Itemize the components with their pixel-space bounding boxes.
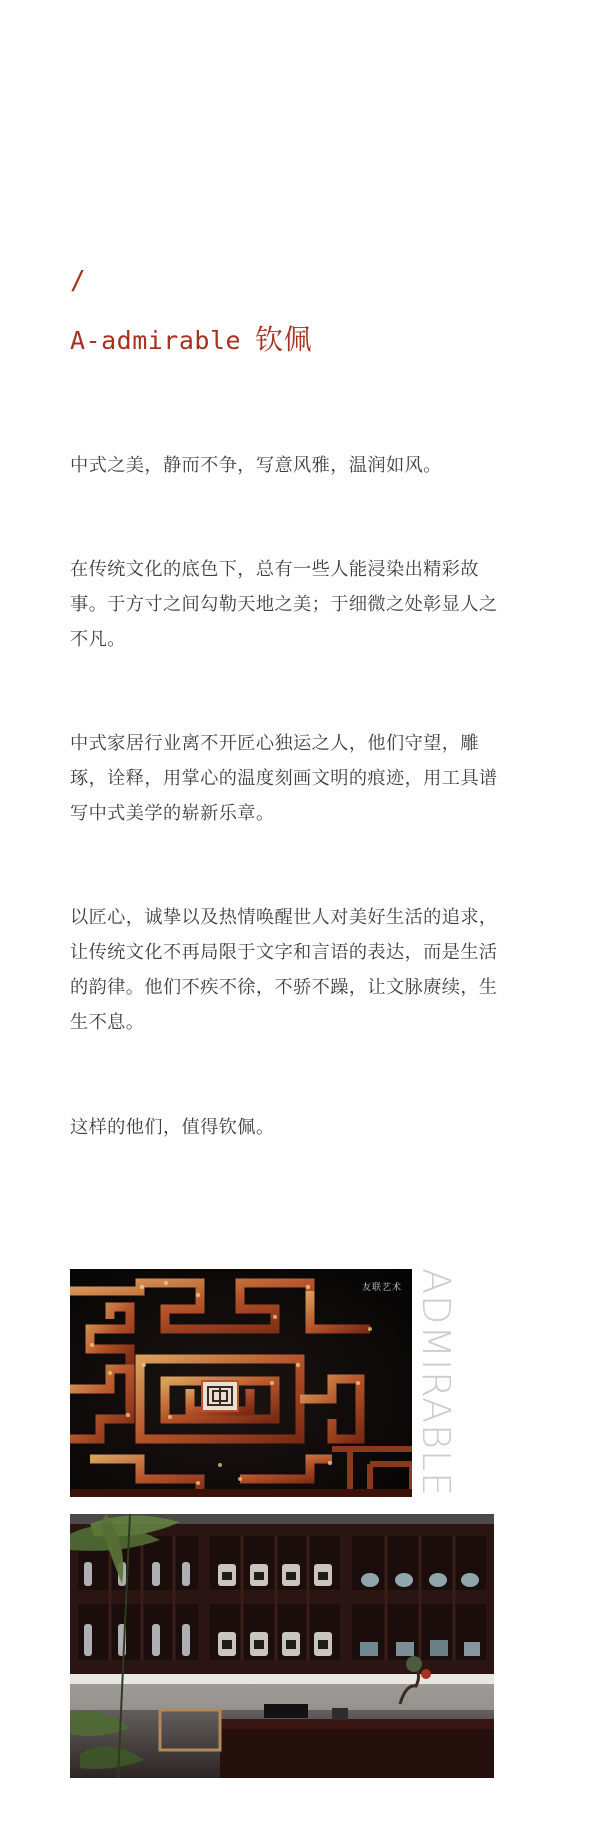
- paragraph-2: 在传统文化的底色下，总有一些人能浸染出精彩故事。于方寸之间勾勒天地之美；于细微之处彰显人之不凡。: [70, 559, 498, 650]
- paragraph-3: 中式家居行业离不开匠心独运之人，他们守望，雕琢，诠释，用掌心的温度刻画文明的痕迹，用工具谱写中式美学的崭新乐章。: [70, 733, 498, 824]
- lattice-screen-illustration: [70, 1269, 412, 1497]
- lattice-screen-photo: [70, 1269, 412, 1497]
- tea-shelf-illustration: [70, 1514, 494, 1778]
- section-slash: /: [70, 266, 86, 296]
- section-heading: [70, 322, 312, 359]
- paragraph-1: 中式之美，静而不争，写意风雅，温润如风。: [70, 455, 442, 476]
- paragraph-4: 以匠心，诚挚以及热情唤醒世人对美好生活的追求，让传统文化不再局限于文字和言语的表达，而是生活的韵律。他们不疾不徐，不骄不躁，让文脉赓续，生生不息。: [70, 907, 498, 1033]
- photo-brand-mark: 友联艺术: [362, 1283, 403, 1293]
- heading-latin: A-admirable: [70, 326, 242, 355]
- paragraph-5: 这样的他们，值得钦佩。: [70, 1117, 275, 1138]
- heading-chinese: 钦佩: [255, 323, 313, 356]
- vertical-word-text: ADMIRABLE: [414, 1268, 458, 1498]
- tea-shelf-photo: [70, 1514, 494, 1778]
- vertical-word-admirable: [413, 1268, 459, 1498]
